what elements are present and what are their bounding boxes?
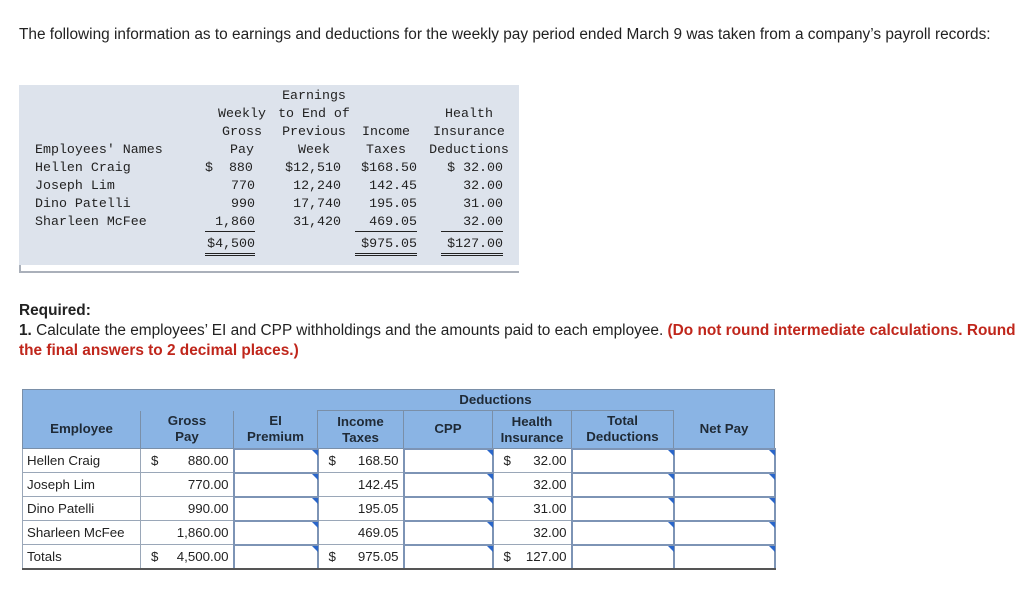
answer-table <box>22 389 776 570</box>
health-insurance-value: 31.00 <box>493 497 572 521</box>
given-total-health: $127.00 <box>441 235 503 256</box>
header-earnings-2: to End of <box>278 106 350 121</box>
gross-pay-value: 880.00 <box>187 453 229 468</box>
header-ei-line2: Premium <box>247 429 304 444</box>
health-insurance-cell <box>493 449 572 473</box>
header-net-pay: Net Pay <box>674 411 775 449</box>
header-gross-line2: Pay <box>175 429 199 445</box>
employee-name: Hellen Craig <box>23 449 141 473</box>
header-ei-line1: EI <box>269 413 282 428</box>
deductions-group-header: Deductions <box>318 390 674 411</box>
required-number: 1. <box>19 322 32 339</box>
given-total-gross: $4,500 <box>205 235 255 256</box>
header-income-1: Income <box>362 124 410 139</box>
health-insurance-value: 32.00 <box>493 473 572 497</box>
required-section <box>19 301 1019 361</box>
header-health-insurance <box>493 411 572 449</box>
panel-scrollbar[interactable] <box>19 265 519 273</box>
table-row <box>23 497 775 521</box>
net-pay-input[interactable] <box>674 521 775 545</box>
given-data-panel <box>19 85 519 273</box>
net-pay-input[interactable] <box>674 473 775 497</box>
ei-premium-input[interactable] <box>234 497 318 521</box>
table-row <box>23 521 775 545</box>
total-deductions-input[interactable] <box>572 497 674 521</box>
given-name: Sharleen McFee <box>35 214 147 229</box>
given-health: 32.00 <box>463 178 503 193</box>
intro-text: The following information as to earnings and deductions for the weekly pay period ended March 9 was taken from a company’s payroll records: <box>19 26 991 43</box>
net-pay-input[interactable] <box>674 497 775 521</box>
given-health: 32.00 <box>441 213 503 232</box>
header-earnings-3: Previous <box>282 124 346 139</box>
given-earnings: $12,510 <box>285 160 341 175</box>
given-gross: $ 880 <box>205 160 253 175</box>
gross-pay-cell <box>141 449 234 473</box>
cpp-input[interactable] <box>404 497 493 521</box>
currency-symbol: $ <box>151 453 159 468</box>
health-insurance-value: 32.00 <box>493 521 572 545</box>
gross-pay-value: 1,860.00 <box>141 521 234 545</box>
table-row <box>23 473 775 497</box>
given-earnings: 31,420 <box>293 214 341 229</box>
net-pay-input[interactable] <box>674 449 775 473</box>
given-earnings: 17,740 <box>293 196 341 211</box>
given-earnings: 12,240 <box>293 178 341 193</box>
given-gross: 1,860 <box>205 213 255 232</box>
given-gross: 770 <box>231 178 255 193</box>
header-gross-1: Weekly <box>218 106 266 121</box>
total-health-value: 127.00 <box>525 548 567 564</box>
total-gross-cell <box>141 545 234 569</box>
given-gross: 990 <box>231 196 255 211</box>
header-health-line2: Insurance <box>500 429 564 445</box>
header-gross-2: Gross <box>222 124 262 139</box>
given-name: Dino Patelli <box>35 196 131 211</box>
cpp-input[interactable] <box>404 521 493 545</box>
total-deductions-input[interactable] <box>572 473 674 497</box>
header-health-3: Deductions <box>429 142 509 157</box>
header-earnings-4: Week <box>298 142 330 157</box>
currency-symbol: $ <box>503 548 511 564</box>
header-income-2: Taxes <box>366 142 406 157</box>
header-gross-pay <box>141 411 234 449</box>
header-income-taxes <box>318 411 404 449</box>
header-names: Employees' Names <box>35 142 163 157</box>
currency-symbol: $ <box>151 548 159 564</box>
given-name: Hellen Craig <box>35 160 131 175</box>
total-income-value: 975.05 <box>357 548 399 564</box>
cpp-input[interactable] <box>404 449 493 473</box>
header-total-deductions <box>572 411 674 449</box>
employee-name: Dino Patelli <box>23 497 141 521</box>
ei-premium-input[interactable] <box>234 449 318 473</box>
given-income: 469.05 <box>355 213 417 232</box>
ei-premium-input[interactable] <box>234 473 318 497</box>
header-cpp: CPP <box>404 411 493 449</box>
header-total-line1: Total <box>607 413 638 429</box>
total-net-pay-input[interactable] <box>674 545 775 569</box>
income-taxes-cell <box>318 449 404 473</box>
header-health-1: Health <box>445 106 493 121</box>
ei-premium-input[interactable] <box>234 521 318 545</box>
total-ei-input[interactable] <box>234 545 318 569</box>
employee-name: Joseph Lim <box>23 473 141 497</box>
total-deductions-input[interactable] <box>572 521 674 545</box>
gross-pay-value: 770.00 <box>141 473 234 497</box>
employee-name: Sharleen McFee <box>23 521 141 545</box>
total-deductions-input[interactable] <box>572 449 674 473</box>
cpp-input[interactable] <box>404 473 493 497</box>
health-insurance-value: 32.00 <box>533 453 567 468</box>
given-health: 31.00 <box>463 196 503 211</box>
header-employee: Employee <box>23 411 141 449</box>
currency-symbol: $ <box>328 548 336 564</box>
given-name: Joseph Lim <box>35 178 115 193</box>
income-taxes-value: 469.05 <box>318 521 404 545</box>
header-income-line2: Taxes <box>342 429 379 445</box>
header-health-2: Insurance <box>433 124 505 139</box>
header-gross-3: Pay <box>230 142 254 157</box>
income-taxes-value: 168.50 <box>357 453 399 468</box>
given-total-income: $975.05 <box>355 235 417 256</box>
required-text: Calculate the employees’ EI and CPP withholdings and the amounts paid to each employee. <box>36 322 664 339</box>
total-gross-value: 4,500.00 <box>176 548 229 564</box>
total-deductions-total-input[interactable] <box>572 545 674 569</box>
header-ei-premium <box>234 411 318 449</box>
total-income-cell <box>318 545 404 569</box>
income-taxes-value: 142.45 <box>318 473 404 497</box>
header-income-line1: Income <box>337 413 384 429</box>
given-income: 195.05 <box>369 196 417 211</box>
given-income: $168.50 <box>361 160 417 175</box>
required-note: (Do not round intermediate calculations. Round the final answers to 2 decimal places.) <box>19 322 1016 359</box>
gross-pay-value: 990.00 <box>141 497 234 521</box>
header-earnings-1: Earnings <box>282 88 346 103</box>
required-heading: Required: <box>19 302 91 319</box>
header-gross-line1: Gross <box>167 413 207 429</box>
currency-symbol: $ <box>328 453 336 468</box>
income-taxes-value: 195.05 <box>318 497 404 521</box>
totals-label: Totals <box>23 545 141 569</box>
given-income: 142.45 <box>369 178 417 193</box>
table-row <box>23 449 775 473</box>
totals-row <box>23 545 775 569</box>
header-total-line2: Deductions <box>586 429 659 445</box>
total-health-cell <box>493 545 572 569</box>
total-cpp-input[interactable] <box>404 545 493 569</box>
given-health: $ 32.00 <box>447 160 503 175</box>
currency-symbol: $ <box>503 453 511 468</box>
header-health-line1: Health <box>511 413 553 429</box>
